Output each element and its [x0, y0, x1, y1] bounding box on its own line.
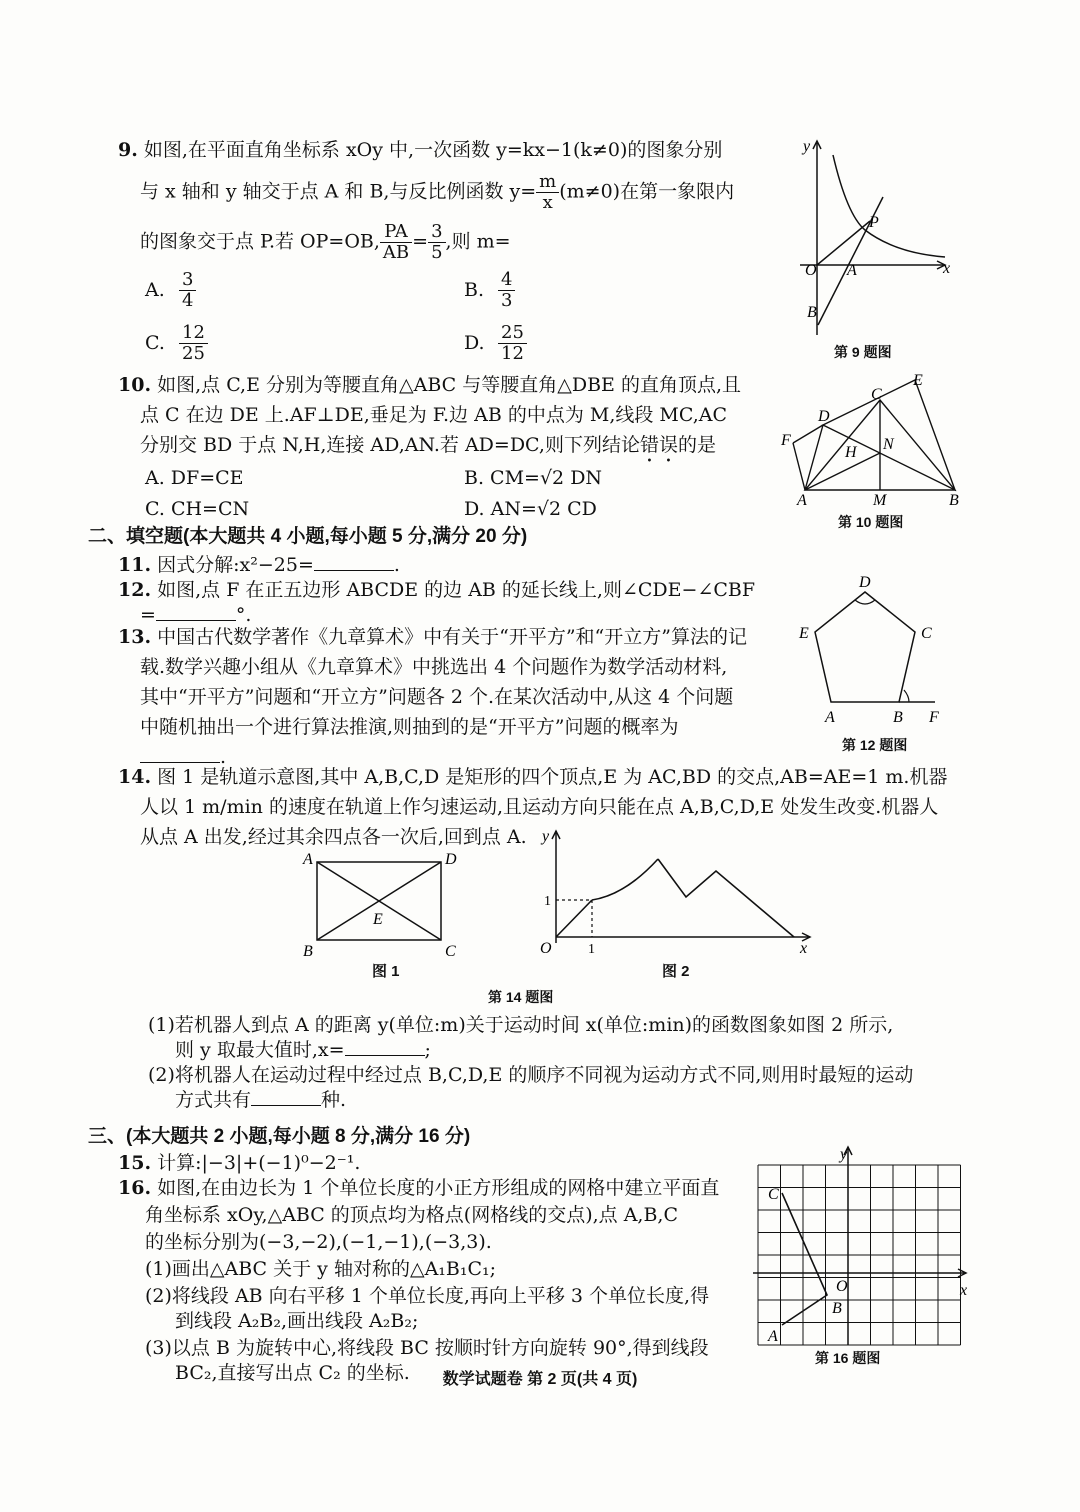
q13-end: .	[220, 746, 227, 768]
q16-grid-figure	[748, 1145, 978, 1350]
q14-fig2-label-x: x	[800, 940, 808, 957]
q12-fig-label-c: C	[921, 625, 932, 642]
q9-fig-label-y: y	[803, 138, 811, 155]
section-3-heading: 三、(本大题共 2 小题,每小题 8 分,满分 16 分)	[88, 1126, 471, 1147]
q16-figure-caption: 第 16 题图	[815, 1350, 881, 1366]
q14-fig2-tick-x1: 1	[588, 942, 595, 957]
q9-fig-label-x: x	[943, 260, 951, 277]
q14-figure-caption: 第 14 题图	[488, 989, 554, 1005]
frac-denominator: x	[542, 192, 553, 213]
q12-degree: °.	[235, 604, 252, 626]
q9-option-c[interactable]	[145, 323, 208, 364]
q9-option-a[interactable]	[145, 270, 196, 311]
q16-fig-label-b: B	[832, 1300, 842, 1317]
q16-line3: 的坐标分别为(−3,−2),(−1,−1),(−3,3).	[145, 1231, 492, 1253]
q14-fig1-label-a: A	[303, 851, 313, 868]
q9-fig-label-p: P	[869, 214, 879, 231]
q9-option-b[interactable]	[464, 270, 515, 311]
q12-figure	[795, 570, 955, 735]
q11-number: 11.	[118, 554, 152, 576]
q13-line3: 其中“开平方”问题和“开立方”问题各 2 个.在某次活动中,从这 4 个问题	[140, 686, 734, 708]
q14-figure2-caption: 图 2	[662, 963, 690, 980]
q14-line2: 人以 1 m/min 的速度在轨道上作匀速运动,且运动方向只能在点 A,B,C,D,E 处发生改变.机器人	[140, 796, 939, 818]
q14-sub2-answer-blank[interactable]	[251, 1105, 321, 1106]
option-label: C.	[145, 331, 165, 354]
q14-figure1	[295, 840, 475, 970]
page-footer: 数学试题卷 第 2 页(共 4 页)	[442, 1371, 638, 1388]
q14-text-line1: 图 1 是轨道示意图,其中 A,B,C,D 是矩形的四个顶点,E 为 AC,BD 的交点,AB=AE=1 m.机器	[157, 766, 948, 788]
q10-fig-label-h: H	[845, 444, 857, 461]
q9-line2	[140, 172, 734, 213]
q16-number: 16.	[118, 1177, 152, 1199]
q9-text-line1: 如图,在平面直角坐标系 xOy 中,一次函数 y=kx−1(k≠0)的图象分别	[143, 139, 723, 161]
q14-number: 14.	[118, 766, 152, 788]
frac-denominator: 4	[182, 290, 194, 311]
option-label: B.	[464, 278, 485, 301]
q14-fig1-label-d: D	[445, 851, 457, 868]
q10-line1	[118, 370, 741, 400]
q9-equals: =	[412, 230, 429, 253]
q9-fraction-3-5	[428, 222, 445, 263]
q14-sub1-end: ;	[424, 1039, 431, 1061]
q16-sub3-line2: BC₂,直接写出点 C₂ 的坐标.	[175, 1362, 410, 1384]
option-fraction	[179, 270, 196, 311]
q16-fig-label-a: A	[768, 1328, 778, 1345]
q10-fig-label-c: C	[871, 386, 882, 403]
q16-line1	[118, 1173, 719, 1203]
q16-sub3-line1: (3)以点 B 为旋转中心,将线段 BC 按顺时针方向旋转 90°,得到线段	[145, 1337, 709, 1359]
option-label: A.	[145, 278, 165, 301]
q10-text-line3b: 的是	[677, 434, 716, 456]
q12-answer-blank[interactable]	[156, 620, 236, 621]
q16-sub2-line1: (2)将线段 AB 向右平移 1 个单位长度,再向上平移 3 个单位长度,得	[145, 1285, 710, 1307]
option-fraction	[179, 323, 208, 364]
q12-fig-label-f: F	[929, 709, 939, 726]
frac-denominator: 3	[501, 290, 513, 311]
q10-emphasis-word: 错误	[639, 434, 678, 456]
q9-text-line3b: ,则 m=	[445, 230, 511, 253]
q15-text: 计算:|−3|+(−1)⁰−2⁻¹.	[157, 1152, 361, 1174]
q14-fig1-label-b: B	[303, 943, 313, 960]
option-fraction	[498, 270, 515, 311]
q11-text: 因式分解:x²−25=	[157, 554, 314, 576]
q9-line3	[140, 222, 511, 263]
frac-denominator: 25	[182, 343, 205, 364]
q14-fig2-label-o: O	[540, 940, 552, 957]
q14-fig2-label-y: y	[542, 828, 550, 845]
q14-line1	[118, 762, 947, 792]
q13-number: 13.	[118, 626, 152, 648]
frac-denominator: 5	[431, 242, 443, 263]
q9-fraction-m-over-x	[536, 172, 559, 213]
q12-fig-label-d: D	[859, 574, 871, 591]
q10-option-d[interactable]: D. AN=√2 CD	[464, 498, 597, 520]
q10-fig-label-m: M	[873, 492, 887, 509]
frac-numerator: 25	[498, 323, 527, 344]
q16-line2: 角坐标系 xOy,△ABC 的顶点均为格点(网格线的交点),点 A,B,C	[145, 1204, 679, 1226]
q16-text-line1: 如图,在由边长为 1 个单位长度的小正方形组成的网格中建立平面直	[157, 1177, 720, 1199]
q14-fig1-label-e: E	[373, 911, 383, 928]
q15-number: 15.	[118, 1152, 152, 1174]
q16-sub1: (1)画出△ABC 关于 y 轴对称的△A₁B₁C₁;	[145, 1258, 497, 1280]
q9-figure-caption: 第 9 题图	[834, 344, 892, 360]
q12-equals: =	[140, 604, 156, 626]
q9-fig-label-a: A	[847, 262, 857, 279]
q10-option-a[interactable]: A. DF=CE	[145, 467, 244, 489]
q10-option-b[interactable]: B. CM=√2 DN	[464, 467, 603, 489]
q16-fig-label-o: O	[836, 1278, 848, 1295]
q12-text-line1: 如图,点 F 在正五边形 ABCDE 的边 AB 的延长线上,则∠CDE−∠CBF	[157, 579, 756, 601]
q14-figure1-caption: 图 1	[372, 963, 400, 980]
frac-numerator: 3	[428, 222, 445, 243]
frac-numerator: 3	[179, 270, 196, 291]
frac-numerator: 12	[179, 323, 208, 344]
q9-option-d[interactable]	[464, 323, 527, 364]
q16-sub2-line2: 到线段 A₂B₂,画出线段 A₂B₂;	[175, 1310, 419, 1332]
q10-fig-label-f: F	[781, 432, 791, 449]
q11-end: .	[393, 554, 400, 576]
q10-fig-label-n: N	[883, 436, 894, 453]
frac-denominator: AB	[382, 242, 410, 263]
q10-option-c[interactable]: C. CH=CN	[145, 498, 250, 520]
q10-fig-label-e: E	[913, 372, 923, 389]
q9-figure	[795, 135, 965, 340]
frac-numerator: m	[536, 172, 559, 193]
q9-text-line2b: (m≠0)在第一象限内	[559, 180, 735, 203]
q14-sub2-line1: (2)将机器人在运动过程中经过点 B,C,D,E 的顺序不同视为运动方式不同,则用时最短的运动	[148, 1064, 914, 1086]
q13-line1	[118, 622, 747, 652]
q10-figure	[775, 365, 975, 510]
q10-fig-label-a: A	[797, 492, 807, 509]
q14-fig2-tick-y1: 1	[544, 894, 551, 909]
q12-fig-label-e: E	[799, 625, 809, 642]
q13-line2: 载.数学兴趣小组从《九章算术》中挑选出 4 个问题作为数学活动材料,	[140, 656, 728, 678]
q9-line1	[118, 135, 722, 165]
frac-denominator: 12	[501, 343, 524, 364]
q9-fig-label-o: O	[805, 262, 817, 279]
q10-fig-label-d: D	[818, 408, 830, 425]
q14-fig1-label-c: C	[445, 943, 456, 960]
q14-figure2	[530, 825, 820, 960]
q12-figure-caption: 第 12 题图	[842, 737, 908, 753]
frac-numerator: PA	[380, 222, 412, 243]
q12-fig-label-a: A	[825, 709, 835, 726]
q12-number: 12.	[118, 579, 152, 601]
option-fraction	[498, 323, 527, 364]
q14-sub1-text: 则 y 取最大值时,x=	[175, 1039, 345, 1061]
section-2-heading: 二、填空题(本大题共 4 小题,每小题 5 分,满分 20 分)	[88, 526, 528, 547]
q10-figure-caption: 第 10 题图	[838, 514, 904, 530]
q11-answer-blank[interactable]	[314, 570, 394, 571]
q10-line3	[140, 430, 716, 467]
frac-numerator: 4	[498, 270, 515, 291]
q14-sub1-answer-blank[interactable]	[345, 1055, 425, 1056]
option-label: D.	[464, 331, 485, 354]
q9-text-line3a: 的图象交于点 P.若 OP=OB,	[140, 230, 380, 253]
q9-number: 9.	[118, 139, 138, 161]
q10-number: 10.	[118, 374, 152, 396]
q10-fig-label-b: B	[949, 492, 959, 509]
q14-sub2-end: 种.	[321, 1089, 347, 1111]
q12-fig-label-b: B	[893, 709, 903, 726]
q10-text-line1: 如图,点 C,E 分别为等腰直角△ABC 与等腰直角△DBE 的直角顶点,且	[157, 374, 741, 396]
q9-text-line2a: 与 x 轴和 y 轴交于点 A 和 B,与反比例函数 y=	[140, 180, 537, 203]
q14-sub2-text: 方式共有	[175, 1089, 252, 1111]
q16-fig-label-c: C	[768, 1186, 779, 1203]
q9-fig-label-b: B	[807, 304, 817, 321]
q9-fraction-pa-ab	[380, 222, 412, 263]
q14-sub1-line1: (1)若机器人到点 A 的距离 y(单位:m)关于运动时间 x(单位:min)的函数图象如图 2 所示,	[148, 1014, 894, 1036]
q13-text-line1: 中国古代数学著作《九章算术》中有关于“开平方”和“开立方”算法的记	[157, 626, 747, 648]
q10-line2: 点 C 在边 DE 上.AF⊥DE,垂足为 F.边 AB 的中点为 M,线段 MC,AC	[140, 404, 728, 426]
q16-fig-label-x: x	[960, 1282, 968, 1299]
q10-text-line3a: 分别交 BD 于点 N,H,连接 AD,AN.若 AD=DC,则下列结论	[140, 434, 640, 456]
q14-line3: 从点 A 出发,经过其余四点各一次后,回到点 A.	[140, 826, 527, 848]
q14-sub2-line2	[175, 1085, 346, 1115]
q16-fig-label-y: y	[840, 1146, 848, 1163]
q13-line4: 中随机抽出一个进行算法推演,则抽到的是“开平方”问题的概率为	[140, 716, 679, 738]
